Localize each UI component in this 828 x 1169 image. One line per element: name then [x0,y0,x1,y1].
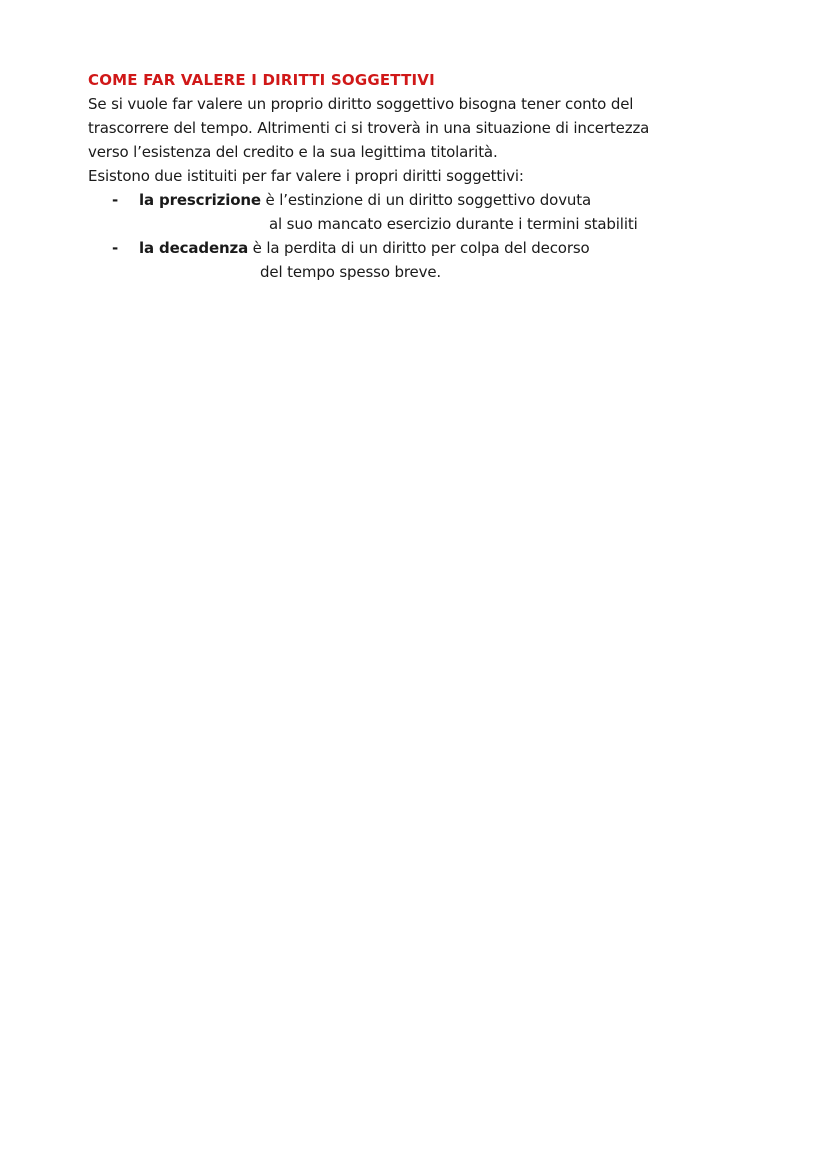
list-item-line [88,188,748,212]
list-item-decadenza [88,236,748,284]
list-item-line [88,236,748,260]
bullet-dash: - [112,191,119,209]
paragraph-line: Esistono due istituiti per far valere i propri diritti soggettivi: [88,167,524,185]
paragraph-line: trascorrere del tempo. Altrimenti ci si troverà in una situazione di incertezza [88,119,650,137]
definition-list [88,188,748,284]
section-heading: COME FAR VALERE I DIRITTI SOGGETTIVI [88,71,435,89]
term-prescrizione: la prescrizione [139,191,261,209]
term-decadenza: la decadenza [139,239,249,257]
list-item-prescrizione [88,188,748,236]
definition-continuation: del tempo spesso breve. [260,263,442,281]
paragraph-line: verso l’esistenza del credito e la sua legittima titolarità. [88,143,498,161]
definition-text: è l’estinzione di un diritto soggettivo dovuta [260,191,592,209]
bullet-dash: - [112,239,119,257]
paragraph-line: Se si vuole far valere un proprio diritto soggettivo bisogna tener conto del [88,95,634,113]
definition-continuation: al suo mancato esercizio durante i termini stabiliti [269,215,638,233]
document-content [88,68,748,284]
definition-text: è la perdita di un diritto per colpa del decorso [248,239,590,257]
